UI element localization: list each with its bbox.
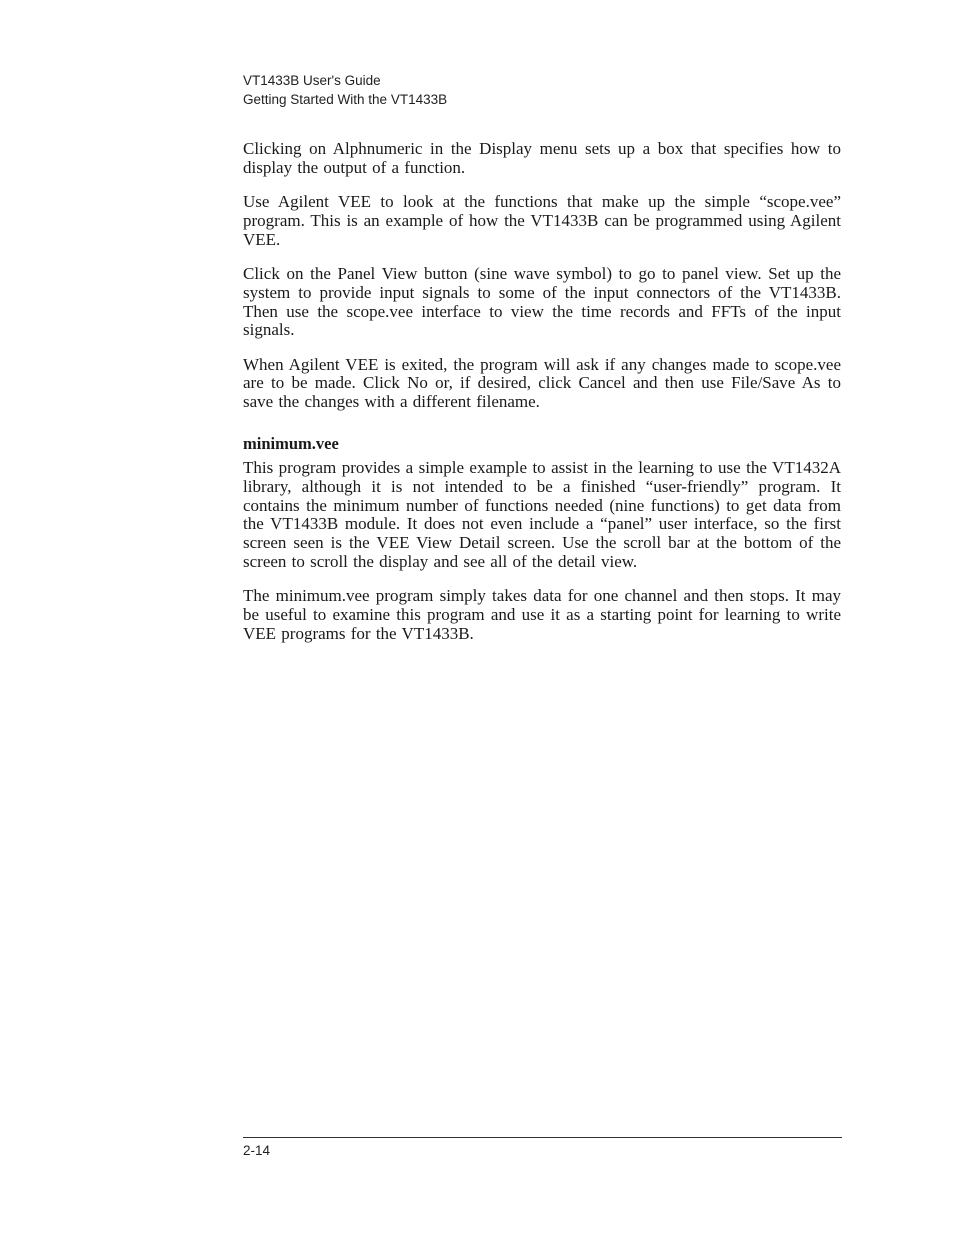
paragraph-exit-vee: When Agilent VEE is exited, the program will ask if any changes made to scope.vee are to be made. Click No or, if desired, click Cancel and then use File/Save As to save the changes with a different filename. xyxy=(243,354,841,412)
running-header xyxy=(243,71,447,109)
paragraph-minimum-intro: This program provides a simple example to assist in the learning to use the VT1432A library, although it is not intended to be a finished “user-friendly” program. It contains the minimum number of functions needed (nine functions) to get data from the VT1433B module. It does not even include a “panel” user interface, so the first screen seen is the VEE View Detail screen. Use the scroll bar at the bottom of the screen to scroll the display and see all of the detail view. xyxy=(243,458,841,572)
footer-divider xyxy=(243,1137,842,1138)
section-heading-minimum-vee: minimum.vee xyxy=(243,434,339,454)
chapter-title: Getting Started With the VT1433B xyxy=(243,92,448,107)
paragraph-panel-view: Click on the Panel View button (sine wave symbol) to go to panel view. Set up the system to provide input signals to some of the input connectors of the VT1433B. Then use the scope.vee interface to view the time records and FFTs of the input signals. xyxy=(243,263,841,340)
paragraph-alphanumeric: Clicking on Alphnumeric in the Display menu sets up a box that specifies how to display the output of a function. xyxy=(243,139,841,177)
paragraph-minimum-usage: The minimum.vee program simply takes data for one channel and then stops. It may be useful to examine this program and use it as a starting point for learning to write VEE programs for the VT1433B. xyxy=(243,586,841,643)
document-title: VT1433B User's Guide xyxy=(243,73,381,88)
paragraph-scope-functions: Use Agilent VEE to look at the functions that make up the simple “scope.vee” program. This is an example of how the VT1433B can be programmed using Agilent VEE. xyxy=(243,192,841,249)
page-number: 2-14 xyxy=(243,1143,271,1158)
page-body xyxy=(243,140,841,659)
